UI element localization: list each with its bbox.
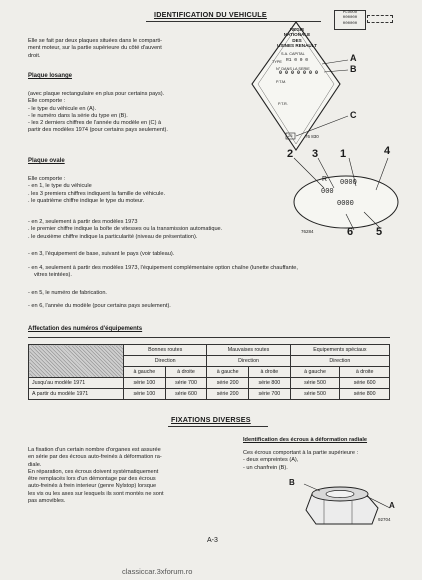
text-line: - le numéro dans la série du type en (B). [28, 112, 128, 119]
plaque-losange-text [28, 91, 168, 135]
callout-4: 4 [384, 145, 391, 157]
plaque-losange-heading: Plaque losange [28, 73, 73, 79]
rect-plate-line: PLOOOO [342, 11, 358, 15]
oval-numbers-bottom: 0000 [337, 200, 354, 208]
intro-line: droit. [28, 52, 41, 59]
row-label: Jusqu'au modèle 1971 [29, 378, 124, 389]
text-line: - un chanfrein (B). [243, 464, 288, 471]
table-cell: série 700 [165, 378, 207, 389]
text-line: en série par des écrous auto-freinés à déformation ra- [28, 454, 162, 461]
text-line: vitres teintées). [34, 272, 72, 279]
text-line: auto-freinés à frein interieur (genre Nylstop) lorsque [28, 483, 157, 490]
diamond-header [271, 27, 323, 49]
plaque-ovale-text-3 [28, 265, 298, 280]
text-line: partir des modèles 1974 (pour certains pays seulement). [28, 127, 168, 134]
side-header: à gauche [290, 367, 340, 378]
table-cell: série 800 [340, 389, 390, 400]
table-cell: série 600 [340, 378, 390, 389]
text-line: . le premier chiffre indique la boîte de vitesses ou la transmission automatique. [28, 226, 223, 233]
text-line: . les 3 premiers chiffres indiquent la famille de véhicule. [28, 190, 166, 197]
nut-hole [326, 490, 354, 497]
table-cell: série 500 [290, 378, 340, 389]
rect-plate-line: 000000 [342, 21, 358, 26]
diamond-year-value: 25 [288, 133, 293, 138]
text-line: Ces écrous comportant à la partie supérieure : [243, 450, 359, 456]
diamond-ptm: P.T.M. [276, 80, 287, 84]
text-line: Elle comporte : [28, 176, 66, 182]
table-cell: série 100 [124, 378, 166, 389]
text-line: - en 4, seulement à partir des modèles 1973, l'équipement complémentaire option chaîne (lunette chauffante, [28, 265, 298, 271]
hatched-cell [29, 345, 124, 378]
text-line: - les 2 derniers chiffres de l'année du modèle en (C) à [28, 120, 162, 127]
text-line: être remplacés lors d'un démontage par des écrous [28, 476, 156, 483]
table-cell: série 700 [249, 389, 291, 400]
watermark-text: classiccar.3xforum.ro [122, 567, 193, 576]
callout-line-a [322, 60, 348, 64]
side-header: à gauche [207, 367, 249, 378]
intro-line: Elle se fait par deux plaques situées dans le comparti- [28, 38, 163, 44]
nut-heading: Identification des écrous à déformation radiale [243, 437, 368, 443]
text-line: La fixation d'un certain nombre d'organes est assurée [28, 447, 161, 453]
callout-1: 1 [340, 148, 347, 160]
diamond-line: USINES RENAULT [277, 43, 317, 49]
group-header: Mauvaises routes [207, 345, 290, 356]
text-line: . le deuxième chiffre indique la particularité (niveau de présentation). [28, 233, 198, 240]
callout-3: 3 [312, 148, 319, 160]
diamond-ptr: P.T.R. [278, 102, 288, 106]
diamond-line: REGIE [289, 27, 305, 32]
diamond-caption: 76 830 [305, 134, 319, 139]
diamond-line: NATIONALE [283, 32, 311, 38]
oval-r-label: R [322, 176, 328, 183]
text-line: - en 6, l'année du modèle (pour certains pays seulement). [28, 303, 171, 309]
nut-diagram [286, 474, 398, 534]
affectation-heading: Affectation des numéros d'équipements [28, 326, 143, 332]
fixations-rule [168, 426, 268, 427]
table-cell: série 100 [124, 389, 166, 400]
group-header: Equipements spéciaux [290, 345, 389, 356]
text-line: - en 2, seulement à partir des modèles 1973 [28, 219, 138, 225]
callout-6: 6 [347, 226, 354, 238]
direction-header: Direction [207, 356, 290, 367]
callout-c: C [350, 110, 357, 120]
diamond-capital: S.A. CAPITAL [281, 52, 305, 56]
text-line: pas amovibles. [28, 498, 66, 505]
text-line: - en 5, le numéro de fabrication. [28, 290, 107, 296]
side-header: à gauche [124, 367, 166, 378]
text-line: - le type du véhicule en (A). [28, 105, 97, 112]
plaque-ovale-text [28, 176, 318, 205]
text-line: (avec plaque rectangulaire en plus pour certains pays). [28, 91, 165, 97]
callout-line-nut-b [304, 484, 320, 491]
table-cell: série 800 [249, 378, 291, 389]
page-number: A-3 [207, 537, 218, 544]
text-line: Elle comporte : [28, 98, 66, 105]
nut-text [243, 450, 358, 472]
page-title: IDENTIFICATION DU VEHICULE [154, 10, 267, 19]
diamond-serie-label: N° DANS LA SERIE [276, 67, 310, 71]
oval-caption: 76284 [301, 229, 314, 234]
intro-line: ment moteur, sur la partie supérieure du côté d'auvent [28, 45, 162, 52]
callout-b: B [350, 64, 357, 74]
text-line: - en 1, le type du véhicule [28, 183, 92, 190]
diamond-line: DES [292, 37, 302, 43]
watermark-bar [0, 566, 422, 580]
plaque-ovale-heading: Plaque ovale [28, 158, 65, 164]
intro-text [28, 38, 162, 60]
table-cell: série 200 [207, 389, 249, 400]
diamond-type-label: TYPE [272, 60, 282, 64]
direction-header: Direction [124, 356, 207, 367]
plaque-ovale-text-2 [28, 219, 222, 241]
text-line: diale. [28, 461, 42, 468]
affectation-table [28, 344, 390, 400]
table-row [29, 378, 390, 389]
text-line: les vis ou les axes sur lesquels ils sont montés ne sont [28, 490, 164, 497]
side-header: à droite [165, 367, 207, 378]
callout-5: 5 [376, 226, 383, 238]
affectation-rule [28, 337, 390, 338]
text-line: En réparation, ces écrous doivent systématiquement [28, 468, 159, 475]
side-header: à droite [340, 367, 390, 378]
table-cell: série 500 [290, 389, 340, 400]
oval-numbers-mid: 000 [321, 188, 334, 196]
side-header: à droite [249, 367, 291, 378]
diamond-serie-value: 0 0 0 0 0 0 0 [279, 70, 319, 76]
table-cell: série 200 [207, 378, 249, 389]
table-row [29, 389, 390, 400]
oval-numbers-top: 0000 [340, 179, 357, 187]
text-line: . le quatrième chiffre indique le type du moteur. [28, 197, 145, 204]
nut-callout-b: B [289, 478, 295, 487]
rect-plate-line: 000000 [342, 16, 358, 21]
direction-header: Direction [290, 356, 389, 367]
group-header: Bonnes routes [124, 345, 207, 356]
table-cell: série 600 [165, 389, 207, 400]
text-line: - en 3, l'équipement de base, suivant le pays (voir tableau). [28, 251, 175, 257]
fixations-left-text [28, 447, 164, 505]
fixations-title: FIXATIONS DIVERSES [171, 415, 251, 424]
nut-caption: 92704 [378, 517, 391, 522]
callout-2: 2 [287, 148, 294, 160]
row-label: A partir du modèle 1971 [29, 389, 124, 400]
nut-callout-a: A [389, 501, 395, 510]
text-line: - deux empreintes (A), [243, 457, 299, 464]
diamond-type-value: R1 0 0 0 [286, 58, 309, 63]
callout-a: A [350, 53, 357, 63]
